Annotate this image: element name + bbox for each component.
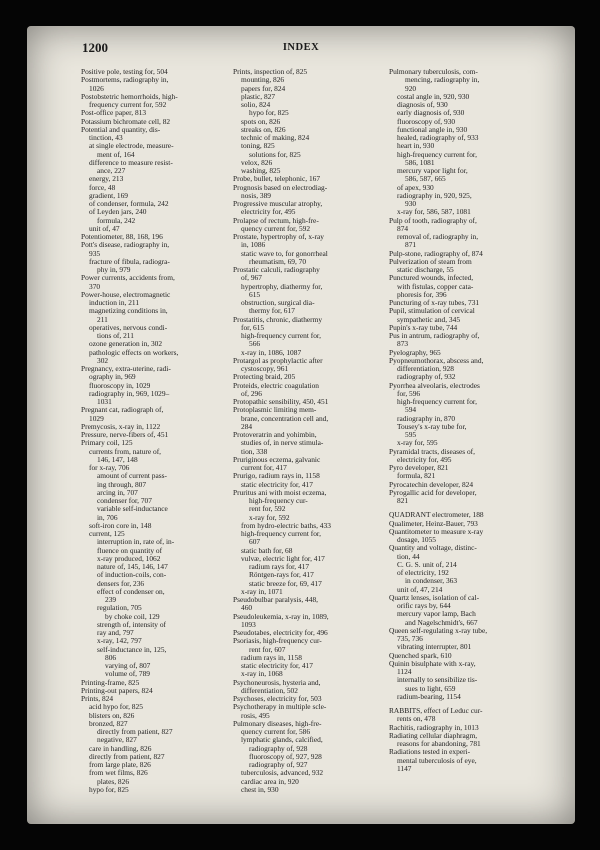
index-subentry: radium rays for, 417 [249,563,310,571]
index-subentry: varying of, 807 [105,662,151,670]
index-subentry: x-ray for, 586, 587, 1081 [397,208,471,217]
index-subentry: and Nagelschmidt's, 667 [405,618,478,627]
index-entry: Potentiometer, 88, 168, 196 [81,233,163,241]
index-entry: Protoplasmic limiting mem- [233,406,317,415]
index-subentry: static bath for, 68 [241,546,293,555]
index-entry: Progressive muscular atrophy, [233,200,323,208]
index-subentry: strength of, intensity of [97,620,166,629]
index-subentry: 239 [105,596,117,604]
index-subentry: 821 [397,497,409,505]
index-subentry: at single electrode, measure- [89,142,174,151]
index-column-2 [233,68,391,794]
index-subentry: static wave to, for gonorrheal [241,249,328,258]
index-subentry: high-frequency current for, [241,332,321,340]
index-subentry: technic of making, 824 [241,134,310,142]
index-subentry: hypo for, 825 [89,785,129,794]
index-entry: Prostatitis, chronic, diathermy [233,315,323,324]
index-subentry: ing through, 807 [97,480,147,489]
index-subentry: toning, 825 [241,142,275,151]
index-subentry: with fistulas, copper cata- [397,282,474,291]
index-subentry: self-inductance in, 125, [97,645,167,654]
index-subentry: 607 [249,538,261,547]
index-subentry: from hydro-electric baths, 433 [241,521,331,530]
index-subentry: interruption in, rate of, in- [97,538,175,547]
index-subentry: frequency current for, 592 [89,101,167,109]
index-entry: Quinin bisulphate with x-ray, [389,659,476,668]
index-subentry: regulation, 705 [97,604,142,613]
index-subentry: 873 [397,340,409,349]
index-subentry: soft-iron core in, 148 [89,521,152,530]
index-subentry: plates, 826 [97,777,130,786]
index-entry: Qualimeter, Heinz-Bauer, 793 [389,519,478,528]
index-subentry: condenser for, 707 [97,497,152,505]
index-subentry: phoresis for, 396 [397,290,447,299]
index-subentry: ography in, 969 [89,373,136,382]
index-subentry: radiography of, 932 [397,373,456,382]
index-subentry: costal angle in, 920, 930 [397,92,470,101]
index-entry: RABBITS, effect of Leduc cur- [389,707,483,715]
index-subentry: tinction, 43 [89,134,123,142]
index-entry: Pyramidal tracts, diseases of, [389,447,475,456]
index-subentry: x-ray for, 592 [249,513,290,522]
index-subentry: high-frequency current for, [397,150,477,159]
index-subentry: for, 596 [397,389,421,398]
index-subentry: washing, 825 [241,167,281,175]
index-subentry: solutions for, 825 [249,150,301,159]
index-subentry: healed, radiography of, 933 [397,134,479,142]
index-subentry: of condenser, formula, 242 [89,200,169,208]
index-subentry: rents on, 478 [397,715,436,724]
index-subentry: high-frequency current for, [241,530,321,538]
index-entry: Pyrocatechin developer, 824 [389,480,474,489]
index-subentry: 1031 [97,398,112,406]
index-subentry: electricity for, 495 [241,208,296,217]
index-subentry: reasons for abandoning, 781 [397,740,481,748]
index-entry: Radiations tested in experi- [389,748,471,757]
index-subentry: formula, 821 [397,472,436,481]
index-subentry: 871 [405,241,417,250]
index-entry: Protargol as prophylactic after [233,356,323,365]
index-subentry: directly from patient, 827 [97,728,173,736]
index-entry: Protecting braid, 205 [233,373,296,382]
index-subentry: functional angle in, 930 [397,125,468,134]
index-subentry: mounting, 826 [241,76,285,85]
index-subentry: bronzed, 827 [89,719,128,728]
index-subentry: 920 [405,84,417,93]
index-entry: Pressure, nerve-fibers of, 451 [81,431,169,439]
index-entry: Proteids, electric coagulation [233,381,319,390]
index-subentry: energy, 213 [89,175,124,184]
index-subentry: 1147 [397,764,412,773]
index-subentry: arcing in, 707 [97,488,138,497]
index-subentry: 146, 147, 148 [97,455,138,464]
index-subentry: tion, 44 [397,552,420,561]
index-subentry: of apex, 930 [397,183,434,192]
index-entry: Psoriasis, high-frequency cur- [233,637,322,646]
index-subentry: difference to measure resist- [89,158,173,167]
index-subentry: radiography in, 969, 1029– [89,389,170,398]
index-subentry: 284 [241,422,253,431]
index-entry: Pyelography, 965 [389,348,441,357]
index-subentry: differentiation, 928 [397,365,454,373]
index-subentry: 1026 [89,84,104,93]
index-entry: Pseudobulbar paralysis, 448, [233,596,318,604]
index-entry: Potential and quantity, dis- [81,125,161,134]
index-subentry: studies of, in nerve stimula- [241,439,324,448]
index-subentry: gradient, 169 [89,191,128,200]
index-subentry: effect of condenser on, [97,587,165,596]
index-subentry: radium-bearing, 1154 [397,692,461,701]
index-subentry: x-ray in, 1086, 1087 [241,348,302,357]
index-subentry: mental tuberculosis of eye, [397,756,477,765]
index-entry: Post-office paper, 813 [81,109,147,118]
index-subentry: velox, 826 [241,158,273,167]
index-subentry: for, 615 [241,323,265,332]
index-subentry: 586, 1081 [405,158,435,167]
index-subentry: cystoscopy, 961 [241,365,289,373]
index-subentry: radiography in, 870 [397,414,456,423]
index-entry: Pulverization of steam from [389,257,472,266]
index-column-1 [81,68,239,794]
index-subentry: mencing, radiography in, [405,76,480,85]
index-subentry: sympathetic and, 345 [397,315,461,324]
index-entry: Probe, bullet, telephonic, 167 [233,175,321,184]
index-subentry: internally to sensibilize tis- [397,676,478,685]
index-subentry: mercury vapor lamp, Bach [397,610,476,619]
index-entry: Positive pole, testing for, 504 [81,68,168,76]
index-subentry: 806 [105,653,117,662]
index-entry: Pruritus ani with moist eczema, [233,488,327,497]
index-subentry: 460 [241,604,253,613]
index-entry: Pott's disease, radiography in, [81,241,170,250]
index-subentry: diagnosis of, 930 [397,101,448,109]
index-subentry: mercury vapor light for, [397,167,468,175]
index-subentry: current, 125 [89,530,125,538]
index-subentry: solio, 824 [241,101,271,109]
index-subentry: C. G. S. unit of, 214 [397,560,457,569]
index-entry: Queen self-regulating x-ray tube, [389,626,488,635]
index-subentry: Tousey's x-ray tube for, [397,422,467,431]
index-subentry: of, 296 [241,389,262,398]
index-entry: Primary coil, 125 [81,439,133,448]
index-subentry: hypo for, 825 [249,109,289,118]
index-subentry: radiography in, 920, 925, [397,191,472,200]
index-subentry: phy in, 979 [97,266,131,274]
index-subentry: papers for, 824 [241,84,286,93]
index-entry: Prostatic calculi, radiography [233,266,320,274]
index-subentry: rent for, 592 [249,505,286,514]
index-subentry: plastic, 827 [241,92,276,101]
index-subentry: unit of, 47 [89,224,120,233]
index-subentry: 735, 736 [397,635,423,643]
index-subentry: of electricity, 192 [397,569,449,577]
index-subentry: 1029 [89,414,104,423]
page-title: INDEX [282,42,320,53]
index-subentry: rosis, 495 [241,711,270,720]
index-subentry: x-ray for, 595 [397,439,438,448]
index-subentry: fracture of fibula, radiogra- [89,257,170,266]
index-entry: Prints, inspection of, 825 [233,68,308,76]
index-subentry: formula, 242 [97,216,136,225]
index-subentry: radiography of, 927 [249,761,308,769]
index-subentry: static breeze for, 69, 417 [249,579,322,588]
index-subentry: chest in, 930 [241,785,279,794]
index-subentry: early diagnosis of, 930 [397,109,465,118]
index-subentry: obstruction, surgical dia- [241,299,315,307]
index-subentry: brane, concentration cell and, [241,414,329,423]
index-subentry: fluoroscopy of, 930 [397,117,456,126]
index-subentry: blisters on, 826 [89,711,135,720]
index-subentry: spots on, 826 [241,117,281,126]
index-entry: Prurigo, radium rays in, 1158 [233,472,320,481]
index-subentry: fluence on quantity of [97,546,163,555]
index-subentry: unit of, 47, 214 [397,585,443,594]
index-subentry: volume of, 789 [105,670,150,679]
index-entry: Pregnant cat, radiograph of, [81,406,164,415]
index-entry: Protoveratrin and yohimbin, [233,431,317,439]
index-subentry: operatives, nervous condi- [89,323,168,332]
index-subentry: thermy for, 617 [249,307,295,316]
index-entry: Pupil, stimulation of cervical [389,307,475,316]
index-subentry: differentiation, 502 [241,686,298,695]
index-entry: Pregnancy, extra-uterine, radi- [81,365,171,373]
index-subentry: lymphatic glands, calcified, [241,736,323,745]
index-entry: Pulp-stone, radiography of, 874 [389,249,483,258]
index-entry: Pruriginous eczema, galvanic [233,455,321,464]
index-subentry: nosis, 389 [241,191,271,200]
index-entry: Pyrogallic acid for developer, [389,488,477,497]
index-subentry: high-frequency current for, [397,398,477,406]
index-subentry: from large plate, 826 [89,761,151,769]
index-subentry: magnetizing conditions in, [89,307,168,316]
index-entry: Quantity and voltage, distinc- [389,544,477,553]
index-entry: Pupin's x-ray tube, 744 [389,323,458,332]
index-entry: Radiating cellular diaphragm, [389,731,478,740]
index-subentry: fluoroscopy in, 1029 [89,381,151,390]
index-subentry: in, 1086 [241,241,266,250]
index-subentry: Röntgen-rays for, 417 [249,571,314,580]
index-entry: Pulp of tooth, radiography of, [389,216,477,225]
index-subentry: tuberculosis, advanced, 932 [241,769,324,778]
index-subentry: 211 [97,315,108,324]
index-subentry: by choke coil, 129 [105,612,160,621]
index-subentry: removal of, radiography in, [397,233,479,241]
index-subentry: static discharge, 55 [397,266,454,274]
index-subentry: tion, 338 [241,447,268,456]
index-subentry: 874 [397,224,409,233]
index-subentry: ance, 227 [97,167,126,175]
index-subentry: radium rays in, 1158 [241,653,302,662]
index-subentry: static electricity for, 417 [241,480,313,489]
index-subentry: 595 [405,431,417,439]
index-subentry: x-ray, 142, 797 [97,637,142,646]
index-subentry: 594 [405,406,417,415]
index-subentry: hypertrophy, diathermy for, [241,282,323,291]
index-entry: Punctured wounds, infected, [389,274,474,283]
index-subentry: directly from patient, 827 [89,752,165,761]
index-subentry: electricity for, 495 [397,455,452,464]
index-subentry: densers for, 236 [97,579,145,588]
index-column-3 [389,68,547,773]
index-subentry: nature of, 145, 146, 147 [97,563,168,571]
index-subentry: amount of current pass- [97,472,167,481]
index-subentry: ozone generation in, 302 [89,340,163,349]
index-entry: Printing-frame, 825 [81,678,140,687]
index-subentry: of Leyden jars, 240 [89,208,147,217]
index-subentry: heart in, 930 [397,142,435,151]
index-entry: Pulmonary tuberculosis, com- [389,68,478,76]
index-subentry: of, 967 [241,274,262,283]
index-entry: Premycosis, x-ray in, 1122 [81,422,161,431]
index-subentry: quency current for, 586 [241,728,311,736]
index-subentry: fluoroscopy of, 927, 928 [249,752,322,761]
index-subentry: from wet films, 826 [89,769,148,778]
book-page [27,26,575,824]
index-subentry: 566 [249,340,261,349]
index-subentry: 586, 587, 665 [405,175,446,184]
index-subentry: ray and, 797 [97,629,134,637]
index-subentry: radiography of, 928 [249,744,308,753]
index-subentry: in condenser, 363 [405,577,458,586]
index-subentry: 370 [89,282,101,291]
index-subentry: 302 [97,356,109,365]
index-subentry: variable self-inductance [97,505,168,514]
index-entry: Pyro developer, 821 [389,464,449,472]
index-entry: Pulmonary diseases, high-fre- [233,719,322,728]
index-entry: Quenched spark, 610 [389,651,452,660]
index-subentry: x-ray produced, 1062 [97,554,161,563]
index-subentry: 930 [405,200,417,208]
index-subentry: vulvæ, electric light for, 417 [241,554,325,563]
index-entry: Pseudotabes, electricity for, 496 [233,629,328,637]
index-subentry: static electricity for, 417 [241,662,313,670]
index-entry: Psychoneurosis, hysteria and, [233,678,321,687]
index-subentry: pathologic effects on workers, [89,348,179,357]
index-entry: Pus in antrum, radiography of, [389,332,480,340]
index-subentry: 935 [89,249,101,258]
index-subentry: quency current for, 592 [241,224,311,233]
index-entry: QUADRANT electrometer, 188 [389,511,484,520]
page-number: 1200 [82,40,108,55]
index-entry: Prolapse of rectum, high-fre- [233,216,319,225]
index-subentry: dosage, 1055 [397,536,436,544]
index-subentry: rheumatism, 69, 70 [249,257,307,266]
index-entry: Prognosis based on electrodiag- [233,183,328,192]
index-subentry: high-frequency cur- [249,497,308,505]
index-subentry: cardiac area in, 920 [241,777,299,786]
index-subentry: tions of, 211 [97,332,134,340]
index-entry: Quantitometer to measure x-ray [389,527,484,536]
index-subentry: 1093 [241,620,256,629]
index-subentry: currents from, nature of, [89,447,162,456]
index-entry: Power-house, electromagnetic [81,290,171,299]
index-entry: Quartz lenses, isolation of cal- [389,593,480,602]
index-entry: Pseudoleukemia, x-ray in, 1089, [233,612,329,621]
index-entry: Psychoses, electricity for, 503 [233,695,322,703]
index-subentry: acid hypo for, 825 [89,703,143,712]
index-entry: Postobstetric hemorrhoids, high- [81,92,178,101]
index-subentry: ment of, 164 [97,150,135,159]
index-subentry: in, 706 [97,513,118,522]
index-subentry: 615 [249,290,261,299]
index-subentry: force, 48 [89,183,116,192]
index-subentry: streaks on, 826 [241,125,286,134]
index-subentry: care in handling, 826 [89,744,152,753]
index-subentry: rent for, 607 [249,645,286,654]
index-entry: Protopathic sensibility, 450, 451 [233,398,329,406]
index-entry: Psychotherapy in multiple scle- [233,703,327,712]
index-entry: Prostate, hypertrophy of, x-ray [233,233,324,241]
index-entry: Potassium bichromate cell, 82 [81,117,171,126]
index-subentry: current for, 417 [241,464,287,472]
index-entry: Pyopneumothorax, abscess and, [389,356,484,365]
index-entry: Rachitis, radiography in, 1013 [389,723,479,732]
index-subentry: x-ray in, 1068 [241,670,283,679]
index-subentry: induction in, 211 [89,299,140,307]
index-subentry: x-ray in, 1071 [241,587,283,596]
index-entry: Power currents, accidents from, [81,274,175,283]
index-entry: Prints, 824 [81,695,114,703]
index-subentry: orific rays by, 644 [397,602,451,610]
index-entry: Postmortems, radiography in, [81,76,169,85]
index-subentry: vibrating interrupter, 801 [397,643,472,652]
index-subentry: for x-ray, 706 [89,464,130,472]
index-entry: Pyorrhea alveolaris, electrodes [389,381,480,390]
index-subentry: of induction-coils, con- [97,571,167,580]
index-subentry: negative, 827 [97,736,137,745]
index-entry: Printing-out papers, 824 [81,686,153,695]
index-subentry: sues to light, 659 [405,684,456,693]
index-subentry: 1124 [397,668,412,676]
index-entry: Puncturing of x-ray tubes, 731 [389,299,480,307]
